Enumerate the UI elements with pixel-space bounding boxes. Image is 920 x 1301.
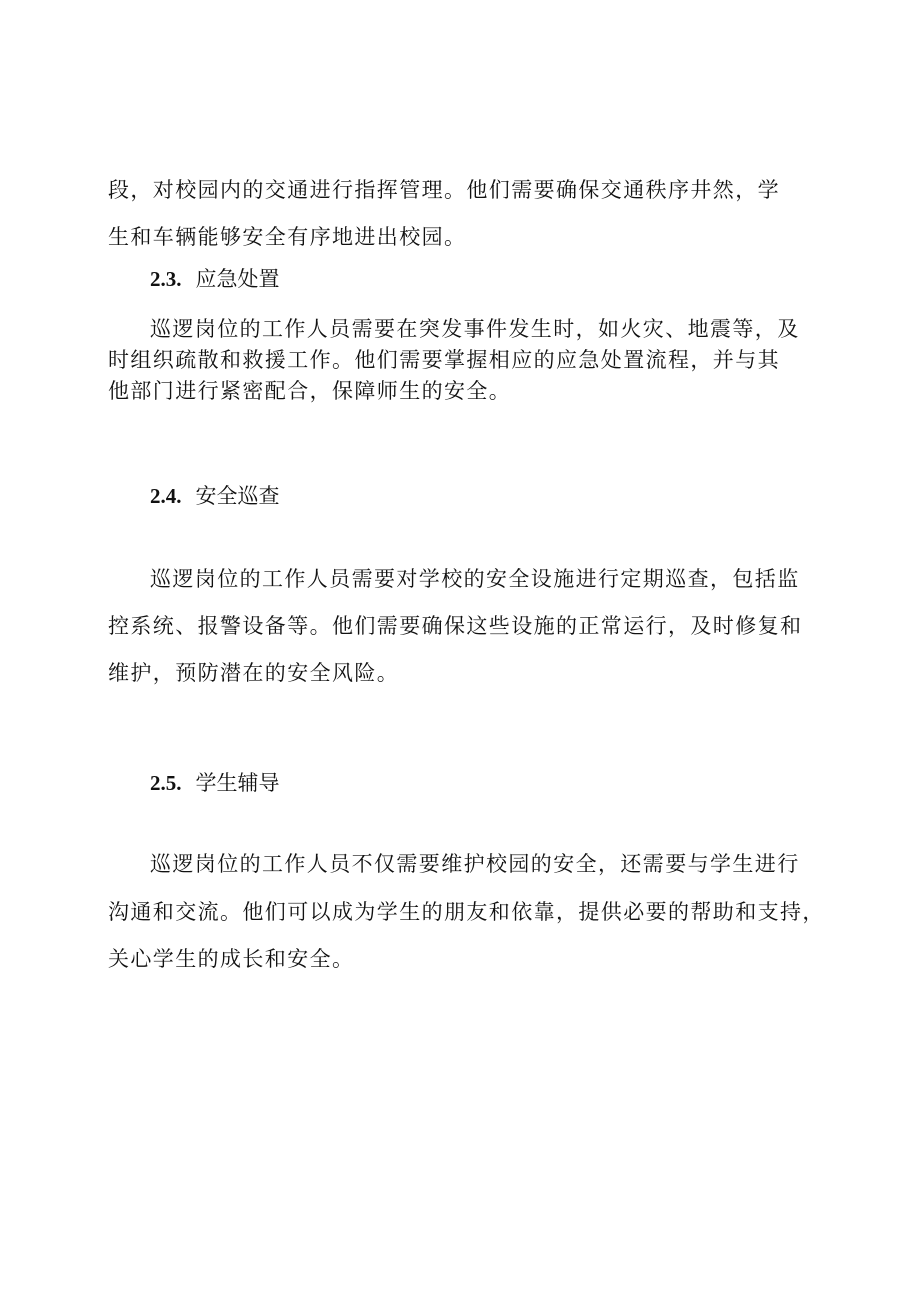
section-heading-2-5 [150,769,280,798]
section-heading-2-3 [150,265,280,294]
paragraph-line: 他部门进行紧密配合，保障师生的安全。 [108,379,512,403]
paragraph-line: 时组织疏散和救援工作。他们需要掌握相应的应急处置流程，并与其 [108,348,780,372]
paragraph-line: 维护，预防潜在的安全风险。 [108,661,400,685]
section-title: 学生辅导 [195,772,280,795]
paragraph-line: 段，对校园内的交通进行指挥管理。他们需要确保交通秩序井然，学 [108,178,780,202]
section-heading-2-4 [150,482,280,511]
paragraph-line: 巡逻岗位的工作人员需要在突发事件发生时，如火灾、地震等，及 [150,317,800,341]
section-title: 应急处置 [195,268,280,291]
section-number: 2.3. [150,267,182,291]
section-number: 2.5. [150,771,182,795]
paragraph-line: 沟通和交流。他们可以成为学生的朋友和依靠，提供必要的帮助和支持， [108,900,825,924]
paragraph-line: 生和车辆能够安全有序地进出校园。 [108,225,467,249]
paragraph-line: 巡逻岗位的工作人员需要对学校的安全设施进行定期巡查，包括监 [150,567,800,591]
paragraph-line: 控系统、报警设备等。他们需要确保这些设施的正常运行，及时修复和 [108,614,803,638]
section-title: 安全巡查 [195,485,280,508]
section-number: 2.4. [150,484,182,508]
paragraph-line: 关心学生的成长和安全。 [108,947,355,971]
paragraph-line: 巡逻岗位的工作人员不仅需要维护校园的安全，还需要与学生进行 [150,852,800,876]
